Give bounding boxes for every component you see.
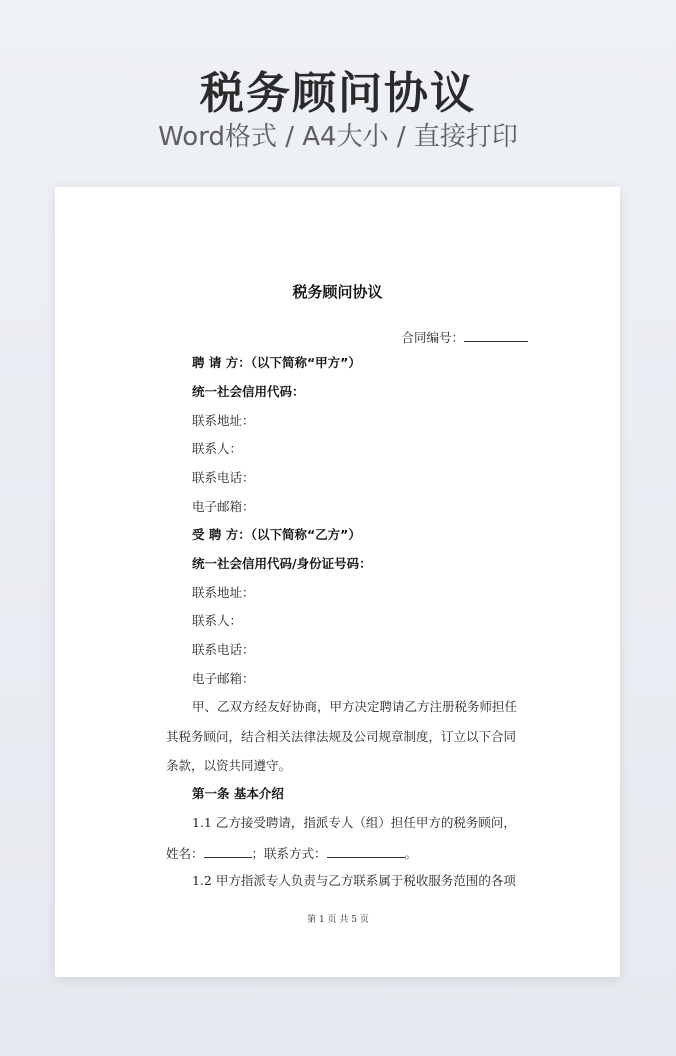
party-a-heading: 聘 请 方：（以下简称“甲方”） — [192, 355, 361, 370]
contact-blank — [327, 843, 405, 858]
party-a-phone: 联系电话： — [192, 470, 255, 485]
article-1-1-line-2 — [166, 843, 530, 863]
intro-line-3: 条款，以资共同遵守。 — [166, 758, 292, 773]
document-page — [55, 187, 620, 977]
party-b-email: 电子邮箱： — [192, 671, 255, 686]
party-a-contact: 联系人： — [192, 441, 243, 456]
party-b-address: 联系地址： — [192, 585, 255, 600]
name-label: 姓名： — [166, 846, 204, 861]
contract-number — [401, 327, 528, 346]
contract-number-label: 合同编号： — [401, 330, 464, 345]
name-blank — [204, 843, 252, 858]
party-b-credit-code: 统一社会信用代码/身份证号码： — [192, 556, 372, 571]
document-title: 税务顾问协议 — [292, 283, 383, 301]
contact-label: ；联系方式： — [251, 846, 327, 861]
contract-number-blank — [464, 327, 528, 342]
article-1-2-line-1: 1.2 甲方指派专人负责与乙方联系属于税收服务范围的各项 — [192, 873, 516, 888]
intro-line-2: 其税务顾问，结合相关法律法规及公司规章制度，订立以下合同 — [166, 729, 517, 744]
banner-subtitle: Word格式 / A4大小 / 直接打印 — [158, 122, 518, 152]
party-a-email: 电子邮箱： — [192, 499, 255, 514]
party-a-address: 联系地址： — [192, 413, 255, 428]
party-a-credit-code: 统一社会信用代码： — [192, 384, 305, 399]
intro-line-1: 甲、乙双方经友好协商，甲方决定聘请乙方注册税务师担任 — [192, 699, 518, 714]
article-1-heading: 第一条 基本介绍 — [192, 786, 284, 801]
party-b-contact: 联系人： — [192, 613, 243, 628]
party-b-heading: 受 聘 方：（以下简称“乙方”） — [192, 527, 361, 542]
line-end: 。 — [404, 846, 418, 861]
article-1-1-line-1: 1.1 乙方接受聘请，指派专人（组）担任甲方的税务顾问， — [192, 815, 516, 830]
party-b-phone: 联系电话： — [192, 642, 255, 657]
banner-title: 税务顾问协议 — [200, 68, 476, 119]
page-number: 第 1 页 共 5 页 — [307, 915, 369, 925]
